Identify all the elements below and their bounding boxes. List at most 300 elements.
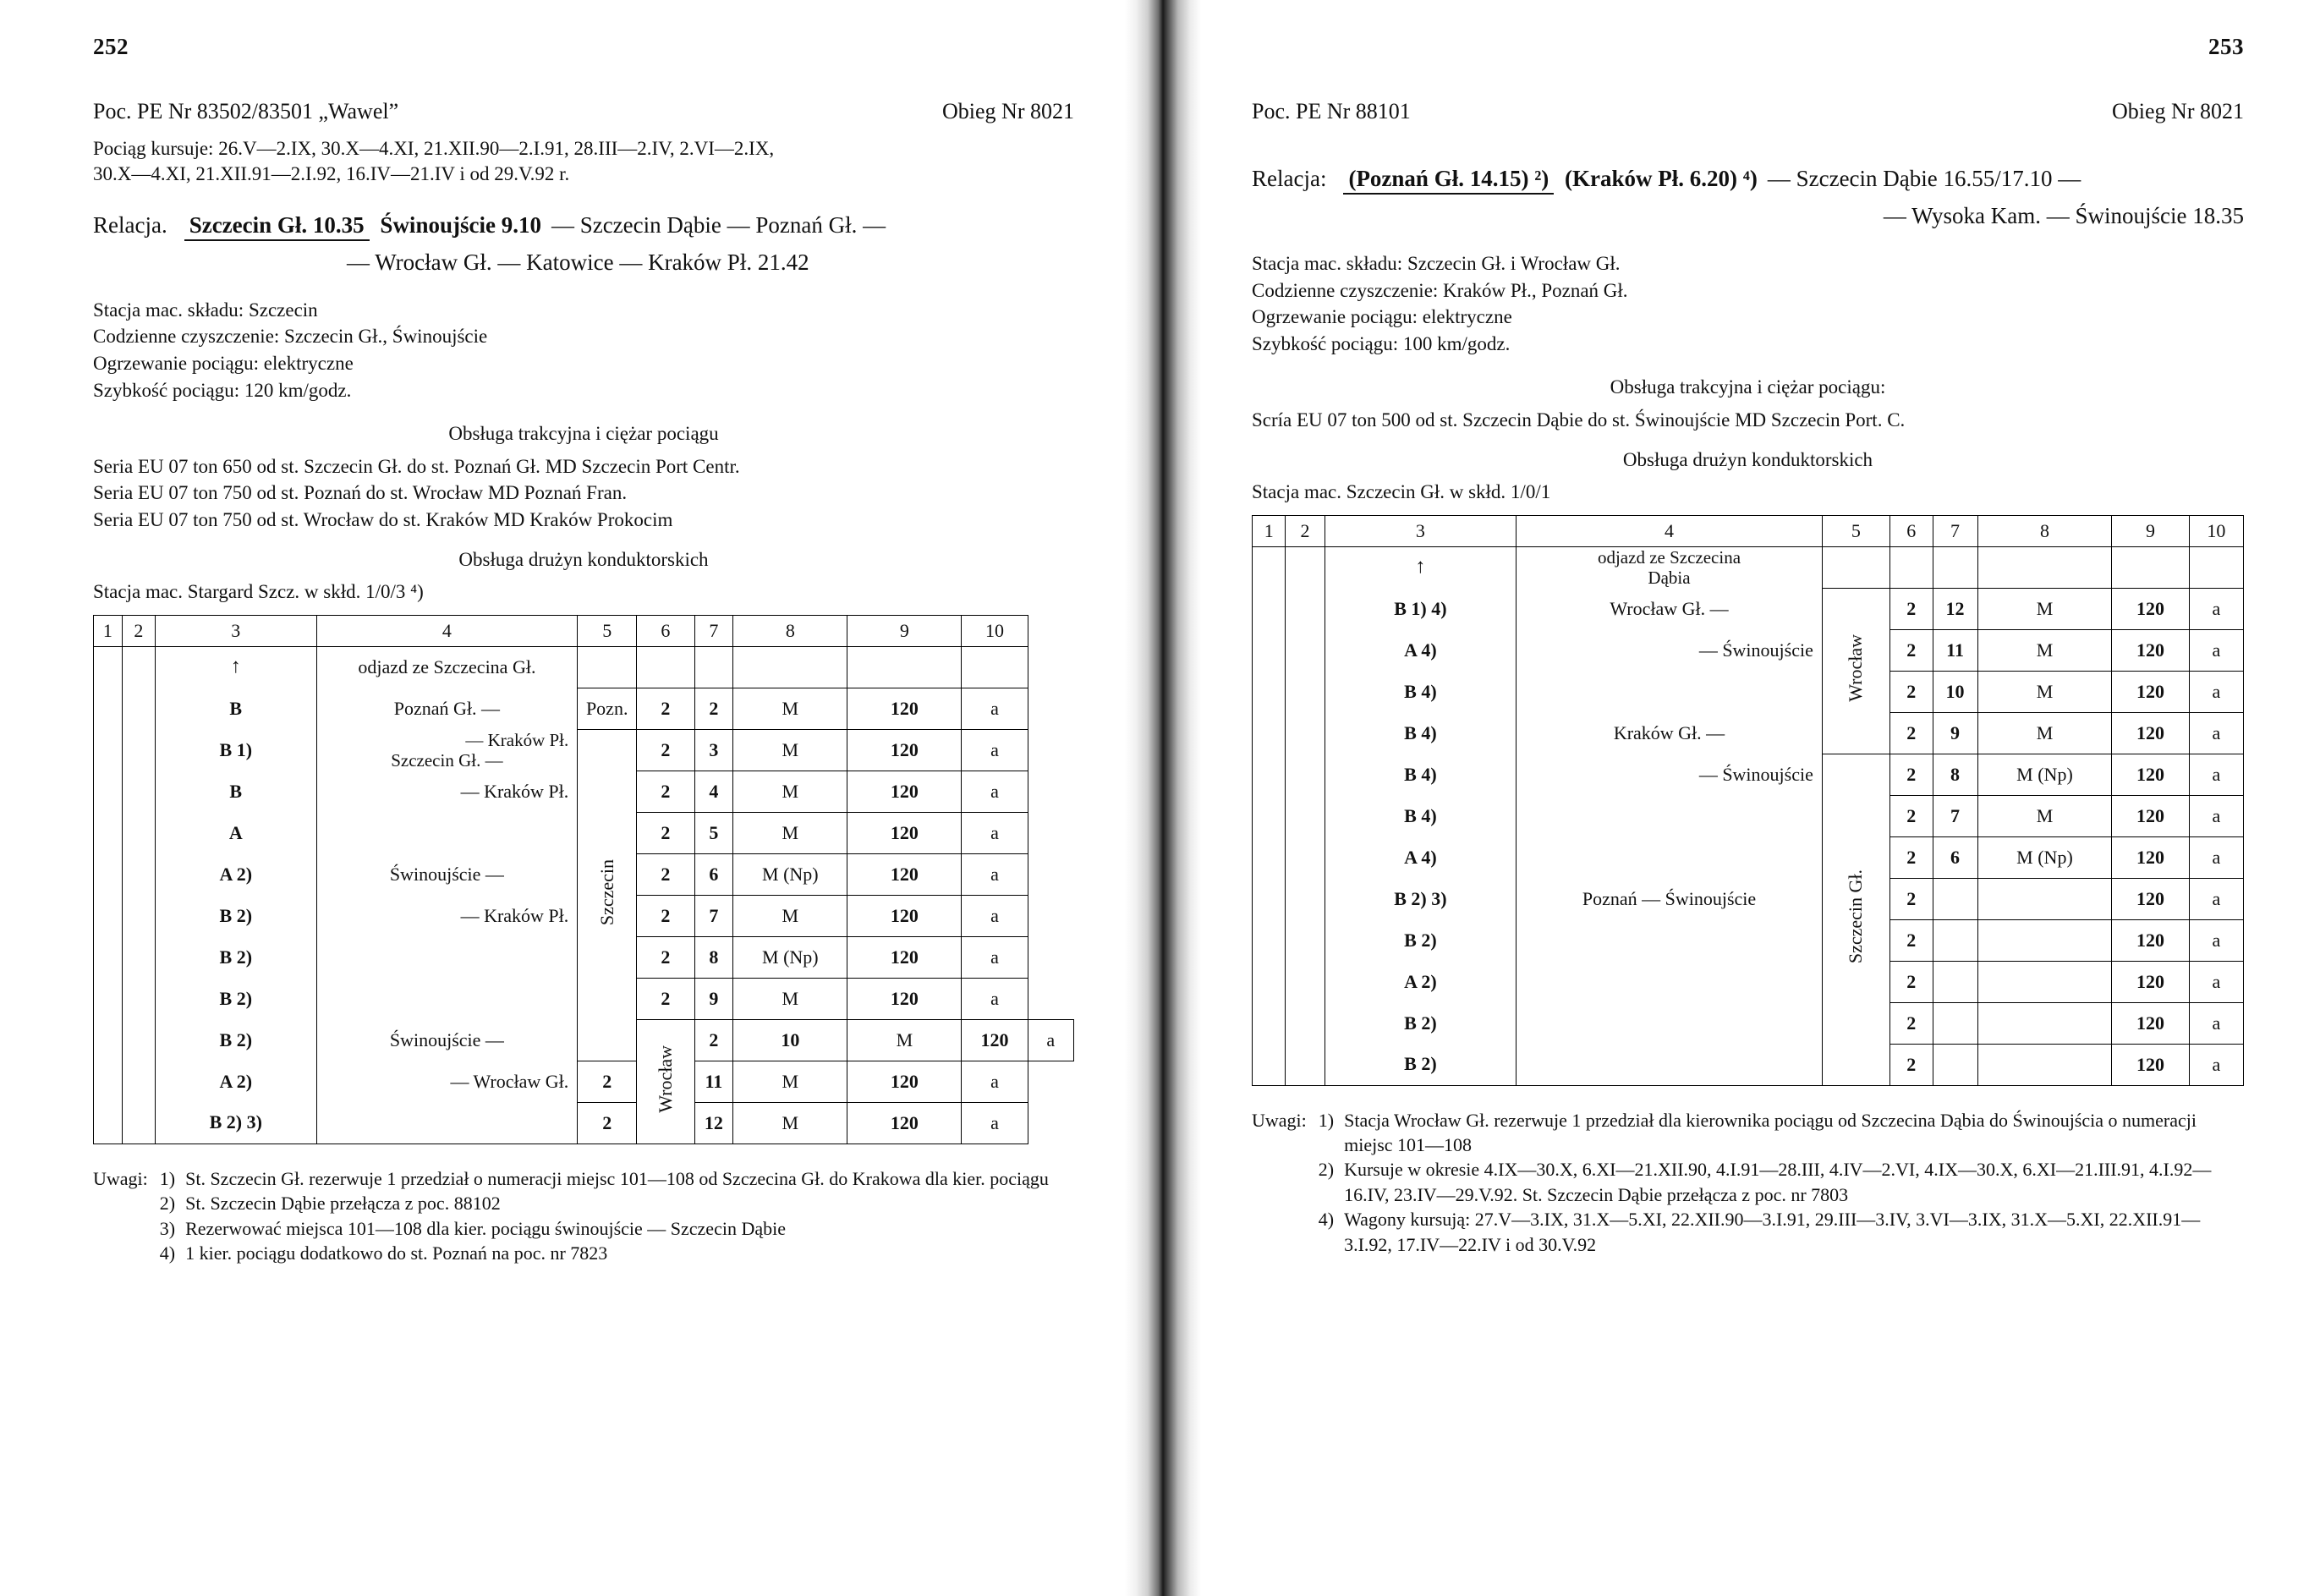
cell-10: a <box>962 729 1028 771</box>
cell-6: 2 <box>1889 588 1933 629</box>
cell-10 <box>962 646 1028 688</box>
right-note-row-2 <box>1252 1157 2244 1207</box>
left-table-header-row <box>94 615 1074 646</box>
cell-9: 120 <box>847 895 962 936</box>
left-page <box>0 0 1125 1596</box>
left-relacja-tail: — Szczecin Dąbie — Poznań Gł. — <box>551 211 886 238</box>
cell-8: M <box>733 729 847 771</box>
cell-3: B 2) <box>1325 1044 1517 1085</box>
right-relacja-line2: — Wysoka Kam. — Świnoujście 18.35 <box>1883 203 2244 229</box>
cell-7: 4 <box>694 771 733 812</box>
cell-4-text: — Wrocław Gł. <box>450 1070 569 1092</box>
left-series-line-2: Seria EU 07 ton 750 od st. Wrocław do st. Kraków MD Kraków Prokocim <box>93 509 673 530</box>
cell-7 <box>1933 1044 1977 1085</box>
cell-9: 120 <box>847 812 962 853</box>
cell-3: B 2) <box>156 936 317 978</box>
cell-6: 2 <box>1889 878 1933 919</box>
cell-2 <box>1286 754 1325 795</box>
right-col-head-2: 2 <box>1286 515 1325 546</box>
cell-2 <box>122 812 155 853</box>
cell-4 <box>316 895 578 936</box>
right-crew-heading: Obsługa drużyn konduktorskich <box>1622 448 1873 470</box>
right-page <box>1201 0 2320 1596</box>
cell-6: 2 <box>637 936 694 978</box>
cell-7: 9 <box>694 978 733 1019</box>
right-train-number-text: Poc. PE Nr 88101 <box>1252 99 1411 123</box>
cell-1 <box>94 1102 123 1144</box>
cell-3: A 4) <box>1325 836 1517 878</box>
cell-9: 120 <box>2112 671 2189 712</box>
cell-4: Kraków Gł. — <box>1517 712 1823 754</box>
right-col-head-3: 3 <box>1325 515 1517 546</box>
left-note-text-2: St. Szczecin Dąbie przełącza z poc. 88102 <box>185 1193 501 1215</box>
cell-4-text: — Kraków Pł. <box>460 904 569 926</box>
cell-3: B 2) 3) <box>1325 878 1517 919</box>
table-row <box>1253 1044 2244 1085</box>
cell-4 <box>1517 671 1823 712</box>
cell-7: 11 <box>694 1061 733 1102</box>
cell-5-group-wroclaw <box>637 1019 694 1144</box>
right-notes-label: Uwagi: <box>1252 1109 1307 1131</box>
cell-4: Poznań — Świnoujście <box>1517 878 1823 919</box>
cell-1 <box>94 812 123 853</box>
left-running-label: Pociąg kursuje: <box>93 138 214 159</box>
right-note-spacer-2 <box>1252 1157 1319 1207</box>
cell-7: 11 <box>1933 629 1977 671</box>
left-relacja-label: Relacja. <box>93 211 167 238</box>
left-obieg-number-text: Obieg Nr 8021 <box>942 99 1074 123</box>
left-crew-station: Stacja mac. Stargard Szcz. w skłd. 1/0/3 ⁴) <box>93 580 424 602</box>
cell-3 <box>156 646 317 688</box>
cell-9: 120 <box>2112 919 2189 961</box>
cell-4: Poznań Gł. — <box>316 688 578 729</box>
cell-5: Pozn. <box>578 688 637 729</box>
cell-4 <box>1517 546 1823 588</box>
cell-8: M <box>733 688 847 729</box>
cell-9: 120 <box>2112 836 2189 878</box>
right-note-text-1: Stacja Wrocław Gł. rezerwuje 1 przedział dla kierownika pociągu od Szczecina Dąbia do Świnoujścia o numeracji miejsc 101—108 <box>1344 1109 2197 1156</box>
left-note-spacer-3 <box>93 1216 160 1241</box>
cell-4-text: — Świnoujście <box>1698 639 1813 661</box>
left-running-line1: 26.V—2.IX, 30.X—4.XI, 21.XII.90—2.I.91, 28.III—2.IV, 2.VI—2.IX, <box>218 138 775 159</box>
right-info-line-0: Stacja mac. składu: Szczecin Gł. i Wrocław Gł. <box>1252 252 1621 274</box>
cell-10: a <box>2189 878 2243 919</box>
book-gutter-shadow <box>1125 0 1201 1596</box>
cell-6: 2 <box>637 771 694 812</box>
cell-7: 10 <box>1933 671 1977 712</box>
left-col-head-1: 1 <box>94 615 123 646</box>
left-col-head-4: 4 <box>316 615 578 646</box>
cell-3: A 2) <box>1325 961 1517 1002</box>
cell-4-line-a: — Kraków Pł. <box>465 729 569 750</box>
left-note-text-4: 1 kier. pociągu dodatkowo do st. Poznań na poc. nr 7823 <box>185 1242 608 1264</box>
cell-6: 2 <box>637 853 694 895</box>
cell-9: 120 <box>2112 961 2189 1002</box>
cell-8 <box>733 646 847 688</box>
cell-10: a <box>1028 1019 1073 1061</box>
cell-1 <box>1253 671 1286 712</box>
cell-1 <box>1253 961 1286 1002</box>
cell-4 <box>1517 754 1823 795</box>
left-info-line-0: Stacja mac. składu: Szczecin <box>93 299 318 321</box>
left-info-line-1: Codzienne czyszczenie: Szczecin Gł., Świnoujście <box>93 326 488 348</box>
cell-9: 120 <box>2112 712 2189 754</box>
cell-2 <box>1286 878 1325 919</box>
cell-1 <box>1253 836 1286 878</box>
right-relacja <box>1252 163 2244 232</box>
cell-6: 2 <box>1889 671 1933 712</box>
cell-1 <box>1253 1002 1286 1044</box>
right-header-row <box>1252 99 2244 124</box>
cell-6: 2 <box>1889 629 1933 671</box>
left-relacja-line2: — Wrocław Gł. — Katowice — Kraków Pł. 21.42 <box>347 250 809 276</box>
cell-6: 2 <box>1889 1002 1933 1044</box>
table-row <box>1253 629 2244 671</box>
cell-2 <box>1286 1002 1325 1044</box>
left-notes <box>93 1166 1074 1266</box>
cell-1 <box>94 729 123 771</box>
cell-4 <box>1517 1044 1823 1085</box>
right-schedule-table <box>1252 515 2244 1086</box>
cell-1 <box>94 978 123 1019</box>
table-row <box>1253 836 2244 878</box>
left-col-head-5: 5 <box>578 615 637 646</box>
cell-8: M <box>733 978 847 1019</box>
cell-4 <box>316 812 578 853</box>
cell-7: 8 <box>1933 754 1977 795</box>
cell-9: 120 <box>2112 629 2189 671</box>
cell-2 <box>122 646 155 688</box>
cell-10: a <box>2189 588 2243 629</box>
left-note-text-3: Rezerwować miejsca 101—108 dla kier. pociągu świnoujście — Szczecin Dąbie <box>185 1217 786 1239</box>
cell-7: 12 <box>1933 588 1977 629</box>
rotated-label-wroclaw: Wrocław <box>654 1045 676 1113</box>
cell-4 <box>316 936 578 978</box>
cell-7: 6 <box>1933 836 1977 878</box>
up-arrow-icon: ↑ <box>230 655 241 678</box>
cell-8: M (Np) <box>1977 836 2112 878</box>
cell-10: a <box>962 771 1028 812</box>
up-arrow-icon: ↑ <box>1415 556 1426 579</box>
cell-7: 7 <box>1933 795 1977 836</box>
cell-10: a <box>2189 961 2243 1002</box>
cell-2 <box>122 853 155 895</box>
cell-2 <box>1286 712 1325 754</box>
page-number-right: 253 <box>2208 34 2244 59</box>
right-info-line-3: Szybkość pociągu: 100 km/godz. <box>1252 333 1511 355</box>
cell-1 <box>94 646 123 688</box>
cell-6: 2 <box>1889 1044 1933 1085</box>
cell-8 <box>1977 1002 2112 1044</box>
cell-2 <box>122 729 155 771</box>
cell-8 <box>1977 878 2112 919</box>
cell-4 <box>1517 836 1823 878</box>
cell-9 <box>2112 546 2189 588</box>
cell-1 <box>94 771 123 812</box>
left-note-row-2 <box>93 1191 1049 1215</box>
cell-5 <box>1822 546 1889 588</box>
cell-2 <box>1286 546 1325 588</box>
cell-3: A 2) <box>156 853 317 895</box>
cell-9: 120 <box>847 853 962 895</box>
right-col-head-5: 5 <box>1822 515 1889 546</box>
left-notes-label: Uwagi: <box>93 1167 148 1189</box>
cell-4 <box>316 978 578 1019</box>
left-note-num-3: 3) <box>159 1217 176 1239</box>
cell-4 <box>1517 919 1823 961</box>
right-info-line-1: Codzienne czyszczenie: Kraków Pł., Poznań Gł. <box>1252 279 1628 301</box>
rotated-label-szczecin: Szczecin Gł. <box>1845 869 1867 964</box>
left-col-head-6: 6 <box>637 615 694 646</box>
cell-3: B <box>156 771 317 812</box>
cell-2 <box>1286 629 1325 671</box>
cell-8: M <box>733 1102 847 1144</box>
cell-2 <box>122 1019 155 1061</box>
table-row <box>94 646 1074 688</box>
cell-3: B 4) <box>1325 671 1517 712</box>
cell-1 <box>94 1019 123 1061</box>
right-col-head-7: 7 <box>1933 515 1977 546</box>
cell-1 <box>94 853 123 895</box>
cell-10: a <box>962 1102 1028 1144</box>
cell-10: a <box>2189 629 2243 671</box>
cell-1 <box>94 1061 123 1102</box>
cell-5-group-szczecin <box>578 729 637 1061</box>
cell-10: a <box>2189 754 2243 795</box>
left-col-head-10: 10 <box>962 615 1028 646</box>
right-notes <box>1252 1108 2244 1258</box>
left-note-row-4 <box>93 1241 1049 1265</box>
cell-7: 12 <box>694 1102 733 1144</box>
cell-1 <box>1253 712 1286 754</box>
cell-9: 120 <box>2112 1044 2189 1085</box>
right-col-head-9: 9 <box>2112 515 2189 546</box>
left-note-spacer-2 <box>93 1191 160 1215</box>
cell-8 <box>1977 919 2112 961</box>
cell-9: 120 <box>2112 795 2189 836</box>
cell-7: 5 <box>694 812 733 853</box>
table-row <box>1253 754 2244 795</box>
cell-3: B 1) <box>156 729 317 771</box>
cell-7: 7 <box>694 895 733 936</box>
cell-10: a <box>962 812 1028 853</box>
cell-9: 120 <box>2112 1002 2189 1044</box>
cell-6: 2 <box>1889 961 1933 1002</box>
cell-4 <box>1517 1002 1823 1044</box>
cell-1 <box>1253 629 1286 671</box>
cell-4: Świnoujście — <box>316 1019 578 1061</box>
cell-8: M <box>1977 671 2112 712</box>
right-note-row-3 <box>1252 1207 2244 1257</box>
cell-6: 2 <box>1889 795 1933 836</box>
cell-10: a <box>2189 919 2243 961</box>
cell-6: 2 <box>1889 836 1933 878</box>
cell-10: a <box>962 853 1028 895</box>
right-note-text-2: Kursuje w okresie 4.IX—30.X, 6.XI—21.XII.90, 4.I.91—28.III, 4.IV—2.VI, 4.IX—30.X, 6.XI—21.III.91, 4.I.92—16.IV, 23.IV—29.V.92. St. Szczecin Dąbie przełącza z poc. nr 7803 <box>1344 1159 2212 1205</box>
left-note-spacer-4 <box>93 1241 160 1265</box>
right-train-number <box>1252 99 1411 124</box>
left-series-block <box>93 453 1074 534</box>
cell-9: 120 <box>2112 878 2189 919</box>
cell-2 <box>122 1102 155 1144</box>
cell-4 <box>1517 629 1823 671</box>
cell-7: 8 <box>694 936 733 978</box>
cell-1 <box>1253 588 1286 629</box>
cell-4-text: — Kraków Pł. <box>460 780 569 802</box>
page-number-left: 252 <box>93 34 129 59</box>
cell-3: A <box>156 812 317 853</box>
cell-2 <box>122 978 155 1019</box>
cell-7: 9 <box>1933 712 1977 754</box>
cell-8: M <box>733 812 847 853</box>
cell-4 <box>1517 961 1823 1002</box>
cell-6 <box>637 646 694 688</box>
cell-3: B 2) <box>156 895 317 936</box>
cell-3: B 2) <box>1325 919 1517 961</box>
cell-8: M <box>733 1061 847 1102</box>
right-relacja-label: Relacja: <box>1252 166 1327 191</box>
cell-10 <box>2189 546 2243 588</box>
cell-3: B <box>156 688 317 729</box>
cell-8 <box>1977 961 2112 1002</box>
cell-3: B 4) <box>1325 754 1517 795</box>
cell-2 <box>1286 919 1325 961</box>
cell-4 <box>316 771 578 812</box>
cell-9: 120 <box>847 771 962 812</box>
table-row <box>1253 1002 2244 1044</box>
left-col-head-3: 3 <box>156 615 317 646</box>
cell-8: M (Np) <box>1977 754 2112 795</box>
cell-2 <box>1286 961 1325 1002</box>
left-note-num-4: 4) <box>159 1242 176 1264</box>
cell-3: B 1) 4) <box>1325 588 1517 629</box>
cell-2 <box>122 936 155 978</box>
cell-7 <box>1933 878 1977 919</box>
cell-8: M <box>733 771 847 812</box>
table-row <box>94 1061 1074 1102</box>
left-series-line-1: Seria EU 07 ton 750 od st. Poznań do st. Wrocław MD Poznań Fran. <box>93 482 628 504</box>
cell-10: a <box>2189 1002 2243 1044</box>
cell-7 <box>1933 961 1977 1002</box>
cell-9: 120 <box>962 1019 1028 1061</box>
right-note-spacer-3 <box>1252 1207 1319 1257</box>
cell-3: B 2) <box>156 978 317 1019</box>
cell-8: M (Np) <box>733 936 847 978</box>
table-row <box>1253 588 2244 629</box>
cell-3: B 2) 3) <box>156 1102 317 1144</box>
left-obieg-number <box>942 99 1074 124</box>
right-relacja-frac-top: (Poznań Gł. 14.15) ²) <box>1343 166 1554 195</box>
left-schedule-table <box>93 615 1074 1144</box>
cell-2 <box>1286 836 1325 878</box>
cell-9: 120 <box>847 978 962 1019</box>
right-note-num-2: 2) <box>1318 1159 1335 1181</box>
cell-7: 10 <box>733 1019 847 1061</box>
right-relacja-tail: — Szczecin Dąbie 16.55/17.10 — <box>1767 166 2081 191</box>
cell-10: a <box>2189 671 2243 712</box>
cell-9: 120 <box>847 1061 962 1102</box>
table-row <box>1253 878 2244 919</box>
cell-6: 2 <box>1889 712 1933 754</box>
left-crew-heading: Obsługa drużyn konduktorskich <box>458 548 709 570</box>
left-col-head-2: 2 <box>122 615 155 646</box>
cell-1 <box>1253 754 1286 795</box>
cell-8: M <box>1977 629 2112 671</box>
cell-1 <box>1253 1044 1286 1085</box>
cell-9: 120 <box>847 729 962 771</box>
cell-7 <box>1933 546 1977 588</box>
right-obieg-number-text: Obieg Nr 8021 <box>2112 99 2244 123</box>
cell-10: a <box>2189 836 2243 878</box>
right-note-text-3: Wagony kursują: 27.V—3.IX, 31.X—5.XI, 22.XII.90—3.I.91, 29.III—3.IV, 3.VI—3.IX, 31.X—5.XI, 22.XII.91—3.I.92, 17.IV—22.IV i od 30.V.92 <box>1344 1209 2201 1255</box>
cell-3: B 4) <box>1325 795 1517 836</box>
cell-1 <box>1253 546 1286 588</box>
right-relacja-frac-bottom: (Kraków Pł. 6.20) ⁴) <box>1565 166 1758 191</box>
cell-5-group-szczecin <box>1822 754 1889 1085</box>
cell-2 <box>122 771 155 812</box>
cell-1 <box>1253 795 1286 836</box>
cell-3: B 4) <box>1325 712 1517 754</box>
cell-6: 2 <box>637 812 694 853</box>
cell-1 <box>94 688 123 729</box>
cell-8: M <box>1977 588 2112 629</box>
cell-1 <box>1253 878 1286 919</box>
cell-6: 2 <box>1889 919 1933 961</box>
cell-9: 120 <box>2112 588 2189 629</box>
cell-2 <box>1286 671 1325 712</box>
cell-6: 2 <box>637 729 694 771</box>
cell-10: a <box>2189 795 2243 836</box>
left-train-number-text: Poc. PE Nr 83502/83501 „Wawel” <box>93 99 399 123</box>
left-info-block <box>93 297 1074 404</box>
cell-4: Wrocław Gł. — <box>1517 588 1823 629</box>
right-col-head-4: 4 <box>1517 515 1823 546</box>
cell-1 <box>1253 919 1286 961</box>
right-series-block <box>1252 407 2244 434</box>
cell-10: a <box>2189 1044 2243 1085</box>
cell-6: 2 <box>637 688 694 729</box>
table-row <box>1253 671 2244 712</box>
left-note-num-2: 2) <box>159 1193 176 1215</box>
cell-8: M <box>1977 712 2112 754</box>
table-row <box>1253 546 2244 588</box>
left-col-head-7: 7 <box>694 615 733 646</box>
left-note-num-1: 1) <box>159 1167 176 1189</box>
left-note-row-3 <box>93 1216 1049 1241</box>
right-note-row-1 <box>1252 1108 2244 1158</box>
cell-7 <box>694 646 733 688</box>
cell-8 <box>1977 546 2112 588</box>
left-info-line-3: Szybkość pociągu: 120 km/godz. <box>93 379 352 401</box>
cell-4 <box>316 1061 578 1102</box>
left-note-text-1: St. Szczecin Gł. rezerwuje 1 przedział o numeracji miejsc 101—108 od Szczecina Gł. do Krakowa dla kier. pociągu <box>185 1167 1049 1189</box>
cell-2 <box>122 895 155 936</box>
cell-3: A 4) <box>1325 629 1517 671</box>
cell-9: 120 <box>847 936 962 978</box>
right-table-header-row <box>1253 515 2244 546</box>
left-relacja-frac-top: Szczecin Gł. 10.35 <box>184 212 370 241</box>
cell-7: 2 <box>694 688 733 729</box>
left-col-head-9: 9 <box>847 615 962 646</box>
cell-4-text: — Świnoujście <box>1698 763 1813 785</box>
cell-10: a <box>962 1061 1028 1102</box>
cell-2 <box>1286 588 1325 629</box>
cell-4-line-b: Szczecin Gł. — <box>391 749 503 771</box>
right-note-num-1: 1) <box>1318 1109 1335 1131</box>
table-row <box>1253 712 2244 754</box>
cell-1 <box>94 895 123 936</box>
left-info-line-2: Ogrzewanie pociągu: elektryczne <box>93 353 354 375</box>
